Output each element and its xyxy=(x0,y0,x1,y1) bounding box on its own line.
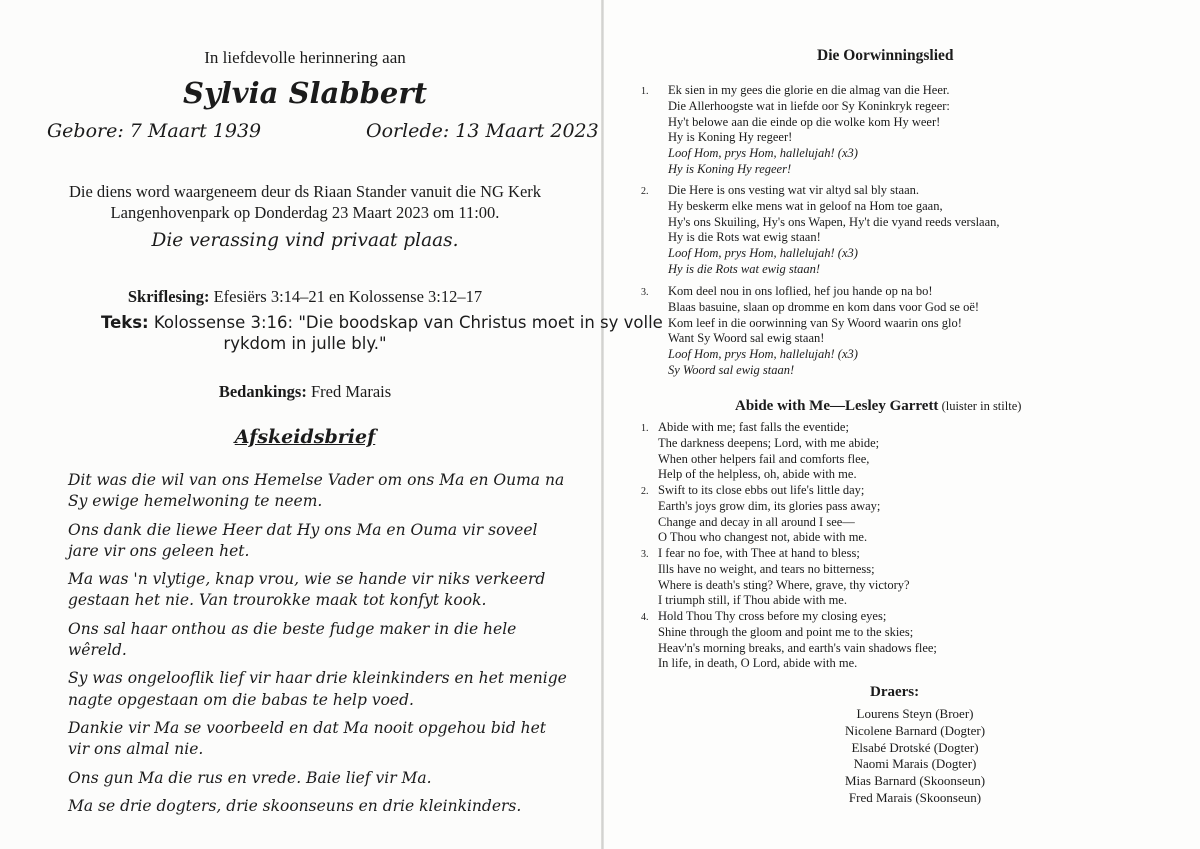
song-title xyxy=(735,398,1021,415)
death-date: Oorlede: 13 Maart 2023 xyxy=(366,120,599,142)
chorus-line: Loof Hom, prys Hom, hallelujah! (x3) xyxy=(668,246,858,261)
scripture-reading-value: Efesiërs 3:14–21 en Kolossense 3:12–17 xyxy=(209,287,483,306)
chorus-line: Hy is Koning Hy regeer! xyxy=(668,161,792,176)
thanks-value: Fred Marais xyxy=(306,382,392,401)
pallbearer: Lourens Steyn (Broer) xyxy=(856,706,974,721)
letter-paragraph: Dit was die wil van ons Hemelse Vader om ons Ma en Ouma na Sy ewige hemelwoning te neem. xyxy=(68,471,565,511)
chorus-line: Sy Woord sal ewig staan! xyxy=(668,362,795,377)
verse-line: Heav'n's morning breaks, and earth's vain shadows flee; xyxy=(658,640,937,655)
pallbearer: Fred Marais (Skoonseun) xyxy=(848,789,982,805)
verse-line: Die Here is ons vesting wat vir altyd sal bly staan. xyxy=(668,183,919,197)
letter-paragraph: Sy was ongelooflik lief vir haar drie kleinkinders en het menige nagte opgestaan om die babas te help voed. xyxy=(68,669,567,709)
scripture-reading xyxy=(0,287,610,307)
verse-line: Hy is Koning Hy regeer! xyxy=(668,130,793,145)
sermon-text-label: Teks: xyxy=(101,313,149,332)
letter-paragraph: Ma se drie dogters, drie skoonseuns en drie kleinkinders. xyxy=(68,796,522,815)
verse-line: Hy's ons Skuiling, Hy's ons Wapen, Hy't die vyand reeds verslaan, xyxy=(668,214,1000,229)
letter-paragraph: Ons gun Ma die rus en vrede. Baie lief vir Ma. xyxy=(68,768,432,787)
letter-paragraph: Ons dank die liewe Heer dat Hy ons Ma en Ouma vir soveel jare vir ons geleen het. xyxy=(68,520,538,560)
verse-number: 2. xyxy=(641,486,649,497)
verse-line: I triumph still, if Thou abide with me. xyxy=(658,593,847,608)
verse-line: O Thou who changest not, abide with me. xyxy=(658,530,868,545)
pallbearer: Elsabé Drotské (Dogter) xyxy=(851,739,979,755)
letter-paragraph: Ma was 'n vlytige, knap vrou, wie se hande vir niks verkeerd gestaan het nie. Van trourokke maak tot konfyt kook. xyxy=(68,570,546,610)
verse-line: Ek sien in my gees die glorie en die almag van die Heer. xyxy=(668,83,950,97)
verse-line: Hy beskerm elke mens wat in geloof na Hom toe gaan, xyxy=(668,198,943,213)
thanks-label: Bedankings: xyxy=(218,382,307,401)
verse-number: 2. xyxy=(641,186,649,197)
intro-line: In liefdevolle herinnering aan xyxy=(204,48,406,67)
verse-line: Ills have no weight, and tears no bitterness; xyxy=(658,561,875,576)
pallbearers-title: Draers: xyxy=(870,684,920,700)
chorus-line: Loof Hom, prys Hom, hallelujah! (x3) xyxy=(668,146,858,161)
verse-line: The darkness deepens; Lord, with me abide; xyxy=(658,435,880,450)
verse-number: 1. xyxy=(641,423,649,434)
verse-line: Die Allerhoogste wat in liefde oor Sy Koninkryk regeer: xyxy=(668,98,950,113)
song-note: (luister in stilte) xyxy=(938,399,1022,413)
pallbearer: Nicolene Barnard (Dogter) xyxy=(844,722,986,738)
birth-date: Gebore: 7 Maart 1939 xyxy=(47,120,262,142)
private-burial-note: Die verassing vind privaat plaas. xyxy=(151,230,459,251)
verse-number: 1. xyxy=(641,86,649,97)
verse-number: 3. xyxy=(641,287,649,298)
thanks xyxy=(0,382,610,402)
deceased-name: Sylvia Slabbert xyxy=(183,76,427,110)
chorus-line: Loof Hom, prys Hom, hallelujah! (x3) xyxy=(668,347,858,362)
scripture-reading-label: Skriflesing: xyxy=(127,287,210,306)
verse-line: Change and decay in all around I see— xyxy=(658,514,855,529)
verse-line: Swift to its close ebbs out life's little day; xyxy=(658,483,865,497)
pallbearer: Naomi Marais (Dogter) xyxy=(853,756,977,772)
verse-line: Blaas basuine, slaan op dromme en kom dans voor God se oë! xyxy=(668,299,980,314)
pallbearers-list xyxy=(790,706,1040,807)
verse-line: Hold Thou Thy cross before my closing eyes; xyxy=(658,609,887,623)
pallbearer: Mias Barnard (Skoonseun) xyxy=(844,773,986,789)
farewell-letter-title: Afskeidsbrief xyxy=(234,426,376,448)
hymn-title: Die Oorwinningslied xyxy=(817,47,954,64)
verse-line: Kom deel nou in ons loflied, hef jou hande op na bo! xyxy=(668,284,933,298)
verse-line: In life, in death, O Lord, abide with me. xyxy=(658,656,858,671)
letter-paragraph: Dankie vir Ma se voorbeeld en dat Ma nooit opgehou bid het vir ons almal nie. xyxy=(68,718,547,759)
service-details-line1: Die diens word waargeneem deur ds Riaan Stander vanuit die NG Kerk xyxy=(68,182,542,201)
verse-line: I fear no foe, with Thee at hand to bless; xyxy=(658,546,860,560)
verse-line: Hy is die Rots wat ewig staan! xyxy=(668,230,821,245)
sermon-text-value: Kolossense 3:16: "Die boodskap van Christus moet in sy volle xyxy=(148,313,663,332)
verse-line: Kom leef in die oorwinning van Sy Woord waarin ons glo! xyxy=(668,315,962,330)
verse-line: Earth's joys grow dim, its glories pass away; xyxy=(658,498,881,513)
letter-paragraph: Ons sal haar onthou as die beste fudge maker in die hele wêreld. xyxy=(68,619,517,660)
verse-line: Want Sy Woord sal ewig staan! xyxy=(668,331,825,346)
verse-line: When other helpers fail and comforts flee, xyxy=(658,451,870,466)
chorus-line: Hy is die Rots wat ewig staan! xyxy=(668,261,821,276)
verse-line: Where is death's sting? Where, grave, thy victory? xyxy=(658,577,910,592)
verse-line: Hy't belowe aan die einde op die wolke kom Hy weer! xyxy=(668,114,941,129)
sermon-text-line1 xyxy=(101,313,663,332)
sermon-text-line2: rykdom in julle bly." xyxy=(223,334,387,353)
verse-number: 4. xyxy=(641,612,649,623)
verse-line: Shine through the gloom and point me to the skies; xyxy=(658,624,914,639)
farewell-letter xyxy=(68,470,568,824)
verse-line: Abide with me; fast falls the eventide; xyxy=(658,420,849,434)
song-title-text: Abide with Me—Lesley Garrett xyxy=(735,398,939,414)
service-details-line2: Langenhovenpark op Donderdag 23 Maart 2023 om 11:00. xyxy=(110,203,500,222)
verse-number: 3. xyxy=(641,549,649,560)
verse-line: Help of the helpless, oh, abide with me. xyxy=(658,467,857,482)
